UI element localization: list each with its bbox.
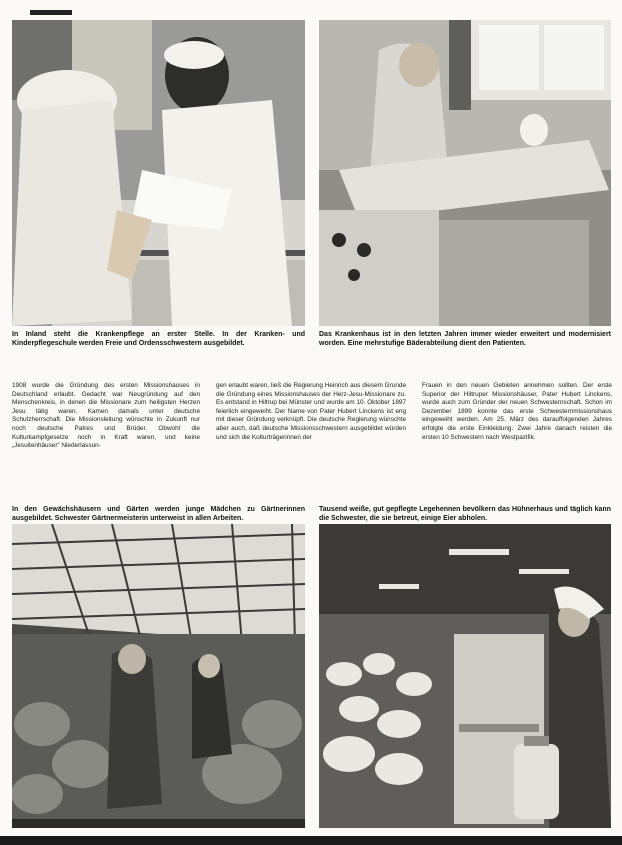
bottom-rule [0,836,622,845]
body-column-3: Frauen in den neuen Gebieten annehmen sollten. Der erste Superior der Hiltruper Missionshäuser, Pater Hubert Linckens, wurde auch zum Gründer der neuen Schwesternschaft. Schon im Dezember 1899 konnte das erste Schwesternmissionshaus eingeweiht werden. Am 25. März des darauffolgenden Jahres erfolgte die erste Einkleidung. Zwei Jahre danach reisten die ersten 10 Schwestern nach Westpazifik. [422,382,612,441]
photo-hen-house [319,524,611,828]
caption-bottom-left: In den Gewächshäusern und Gärten werden junge Mädchen zu Gärtnerinnen ausgebildet. Schwester Gärtnermeisterin unterweist in allen Arbeiten. [12,506,305,522]
caption-bottom-right: Tausend weiße, gut gepflegte Legehennen bevölkern das Hühnerhaus und täglich kann die Schwester, die sie betreut, einige Eier abholen. [319,506,611,522]
photo-greenhouse [12,524,305,828]
photo-nurses-training [12,20,305,326]
photo-bath-department [319,20,611,326]
caption-top-right: Das Krankenhaus ist in den letzten Jahren immer wieder erweitert und modernisiert worden. Eine mehrstufige Bäderabteilung dient den Patienten. [319,331,611,347]
top-rule [30,10,72,15]
body-column-2: gen erlaubt waren, ließ die Regierung Heinrich aus diesem Grunde die Gründung eines Missionshauses der Herz-Jesu-Missionare zu. Es entstand in Hiltrup bei Münster und wurde am 10. Oktober 1897 feierlich eingeweiht. Der Name von Pater Hubert Linckens ist eng mit dieser Gründung verknüpft. Die deutsche Regierung wünschte aber auch, daß deutsche Missionsschwestern ausgebildet würden und sich die Kulturträgerinnen der [216,382,406,441]
caption-top-left: In Inland steht die Krankenpflege an erster Stelle. In der Kranken- und Kinderpflegeschule werden Freie und Ordensschwestern ausgebildet. [12,331,305,347]
body-column-1: 1908 wurde die Gründung des ersten Missionshauses in Deutschland erlaubt. Gedacht war Neugründung auf den Menschenkreis, in denen die Missionare zum heiligsten Herzen Jesu tätig waren. Kamen damals unter deutsche Schutzherrschaft. Die Missionsleitung wünschte in Zukunft nur noch deutsche Patres und Brüder. Obwohl die Kulturkampfgesetze noch in Kraft waren, und keine „Jesuitenhäuser“ Niederlassun- [12,382,200,450]
